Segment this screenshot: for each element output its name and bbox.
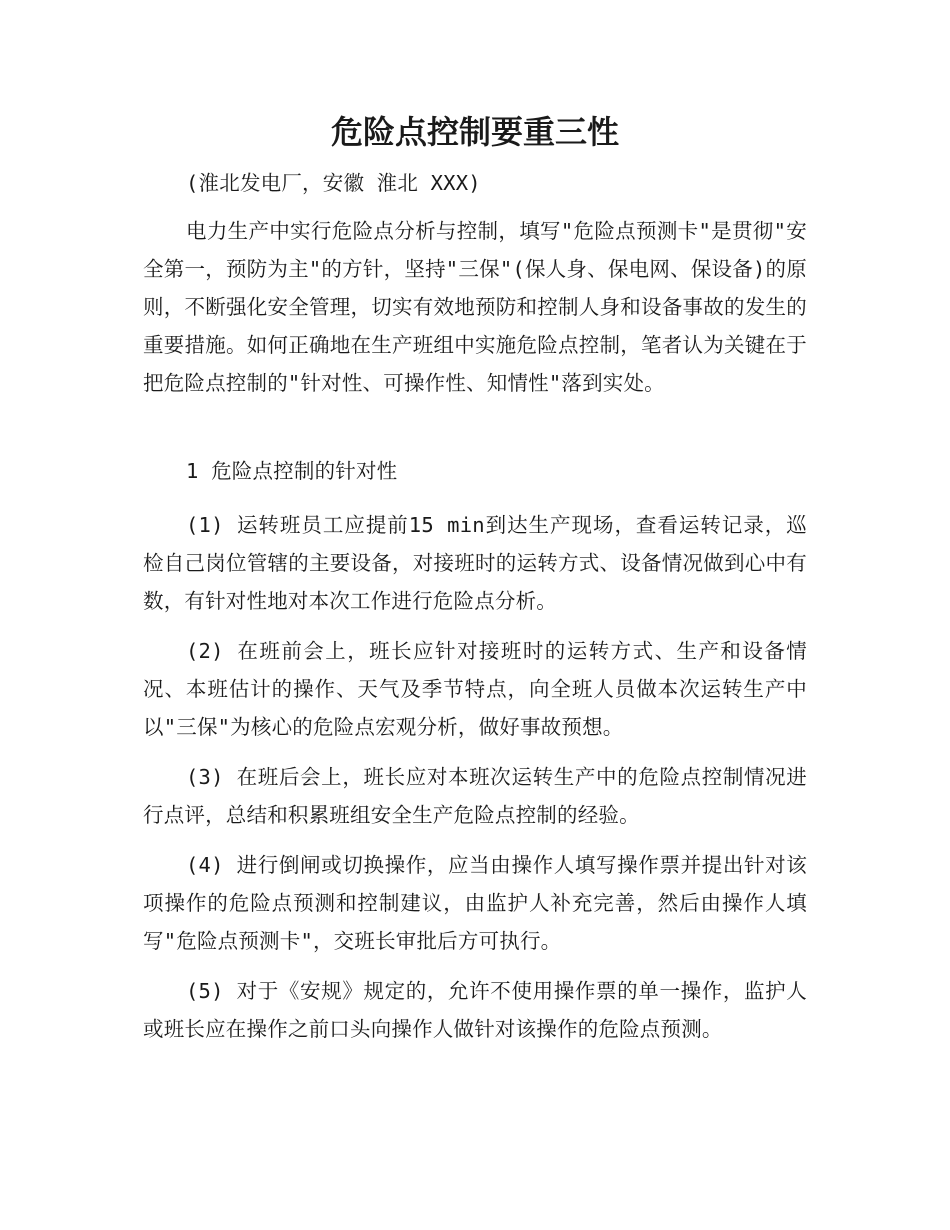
author-affiliation: (淮北发电厂，安徽 淮北 XXX)	[186, 171, 481, 195]
list-item: (4) 进行倒闸或切换操作，应当由操作人填写操作票并提出针对该项操作的危险点预测和控制建议，由监护人补充完善，然后由操作人填写"危险点预测卡"，交班长审批后方可执行。	[143, 853, 807, 953]
list-item: (5) 对于《安规》规定的，允许不使用操作票的单一操作，监护人或班长应在操作之前口头向操作人做针对该操作的危险点预测。	[143, 979, 807, 1041]
section-heading: 1 危险点控制的针对性	[186, 459, 398, 483]
intro-paragraph: 电力生产中实行危险点分析与控制，填写"危险点预测卡"是贯彻"安全第一，预防为主"的方针，坚持"三保"(保人身、保电网、保设备)的原则，不断强化安全管理，切实有效地预防和控制人身和设备事故的发生的重要措施。如何正确地在生产班组中实施危险点控制，笔者认为关键在于把危险点控制的"针对性、可操作性、知情性"落到实处。	[143, 219, 807, 395]
list-item: (2) 在班前会上，班长应针对接班时的运转方式、生产和设备情况、本班估计的操作、天气及季节特点，向全班人员做本次运转生产中以"三保"为核心的危险点宏观分析，做好事故预想。	[143, 639, 807, 739]
list-item: (3) 在班后会上，班长应对本班次运转生产中的危险点控制情况进行点评，总结和积累班组安全生产危险点控制的经验。	[143, 765, 807, 827]
document-title: 危险点控制要重三性	[330, 113, 619, 151]
list-item: (1) 运转班员工应提前15 min到达生产现场，查看运转记录，巡检自己岗位管辖的主要设备，对接班时的运转方式、设备情况做到心中有数，有针对性地对本次工作进行危险点分析。	[143, 513, 807, 613]
